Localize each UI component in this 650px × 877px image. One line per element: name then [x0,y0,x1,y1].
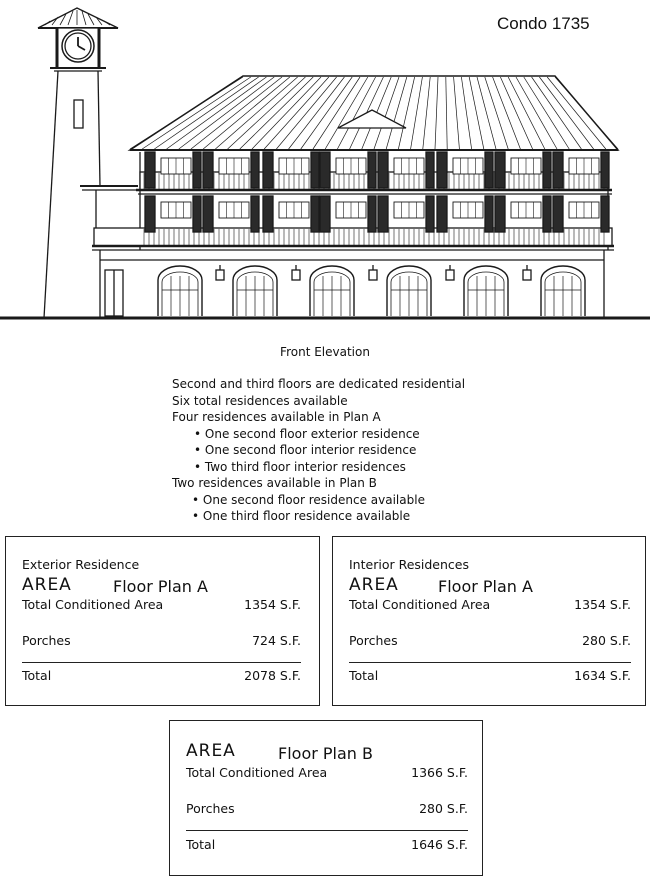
row-label: Porches [22,633,71,648]
page-title: Condo 1735 [497,14,590,33]
row-value: 280 S.F. [419,801,468,816]
description-bullet: • One second floor residence available [192,492,425,507]
floor-plan-label: Floor Plan A [438,577,533,596]
description-bullet: • One second floor exterior residence [194,426,420,441]
floor-plan-label: Floor Plan B [278,744,373,763]
description-bullet: • One third floor residence available [192,509,411,523]
area-label: AREA [186,741,236,761]
description-line: Six total residences available [172,393,348,408]
box-subtitle: Exterior Residence [22,557,140,572]
total-divider [186,830,468,831]
row-value: 1634 S.F. [574,668,631,683]
clock-tower [38,8,118,318]
building-facade [92,152,614,318]
row-label: Total Conditioned Area [349,597,491,612]
area-table-exterior-plan-a [5,536,320,706]
area-label: AREA [349,575,399,595]
description-line: Second and third floors are dedicated residential [172,377,466,391]
total-divider [22,662,301,663]
row-value: 1354 S.F. [244,597,301,612]
description-bullet: • One second floor interior residence [194,443,417,457]
row-value: 280 S.F. [582,633,631,648]
row-label: Total [22,668,52,683]
area-table-interior-plan-a [332,536,646,706]
description-line: Four residences available in Plan A [172,410,381,424]
area-label: AREA [22,575,72,595]
total-divider [349,662,631,663]
row-label: Total Conditioned Area [22,597,164,612]
box-subtitle: Interior Residences [349,557,469,572]
row-value: 1354 S.F. [574,597,631,612]
row-value: 724 S.F. [252,633,301,648]
row-label: Porches [186,801,235,816]
description-list [172,376,465,525]
area-table-plan-b [169,720,483,876]
elevation-caption: Front Elevation [280,345,370,359]
main-roof [130,76,618,150]
row-label: Porches [349,633,398,648]
row-label: Total [186,837,216,852]
description-bullet: • Two third floor interior residences [194,459,406,474]
row-value: 2078 S.F. [244,668,301,683]
row-label: Total Conditioned Area [186,765,328,780]
row-value: 1646 S.F. [411,837,468,852]
row-value: 1366 S.F. [411,765,468,780]
description-line: Two residences available in Plan B [172,476,377,490]
front-elevation-drawing [0,0,650,330]
floor-plan-label: Floor Plan A [113,577,208,596]
row-label: Total [349,668,379,683]
